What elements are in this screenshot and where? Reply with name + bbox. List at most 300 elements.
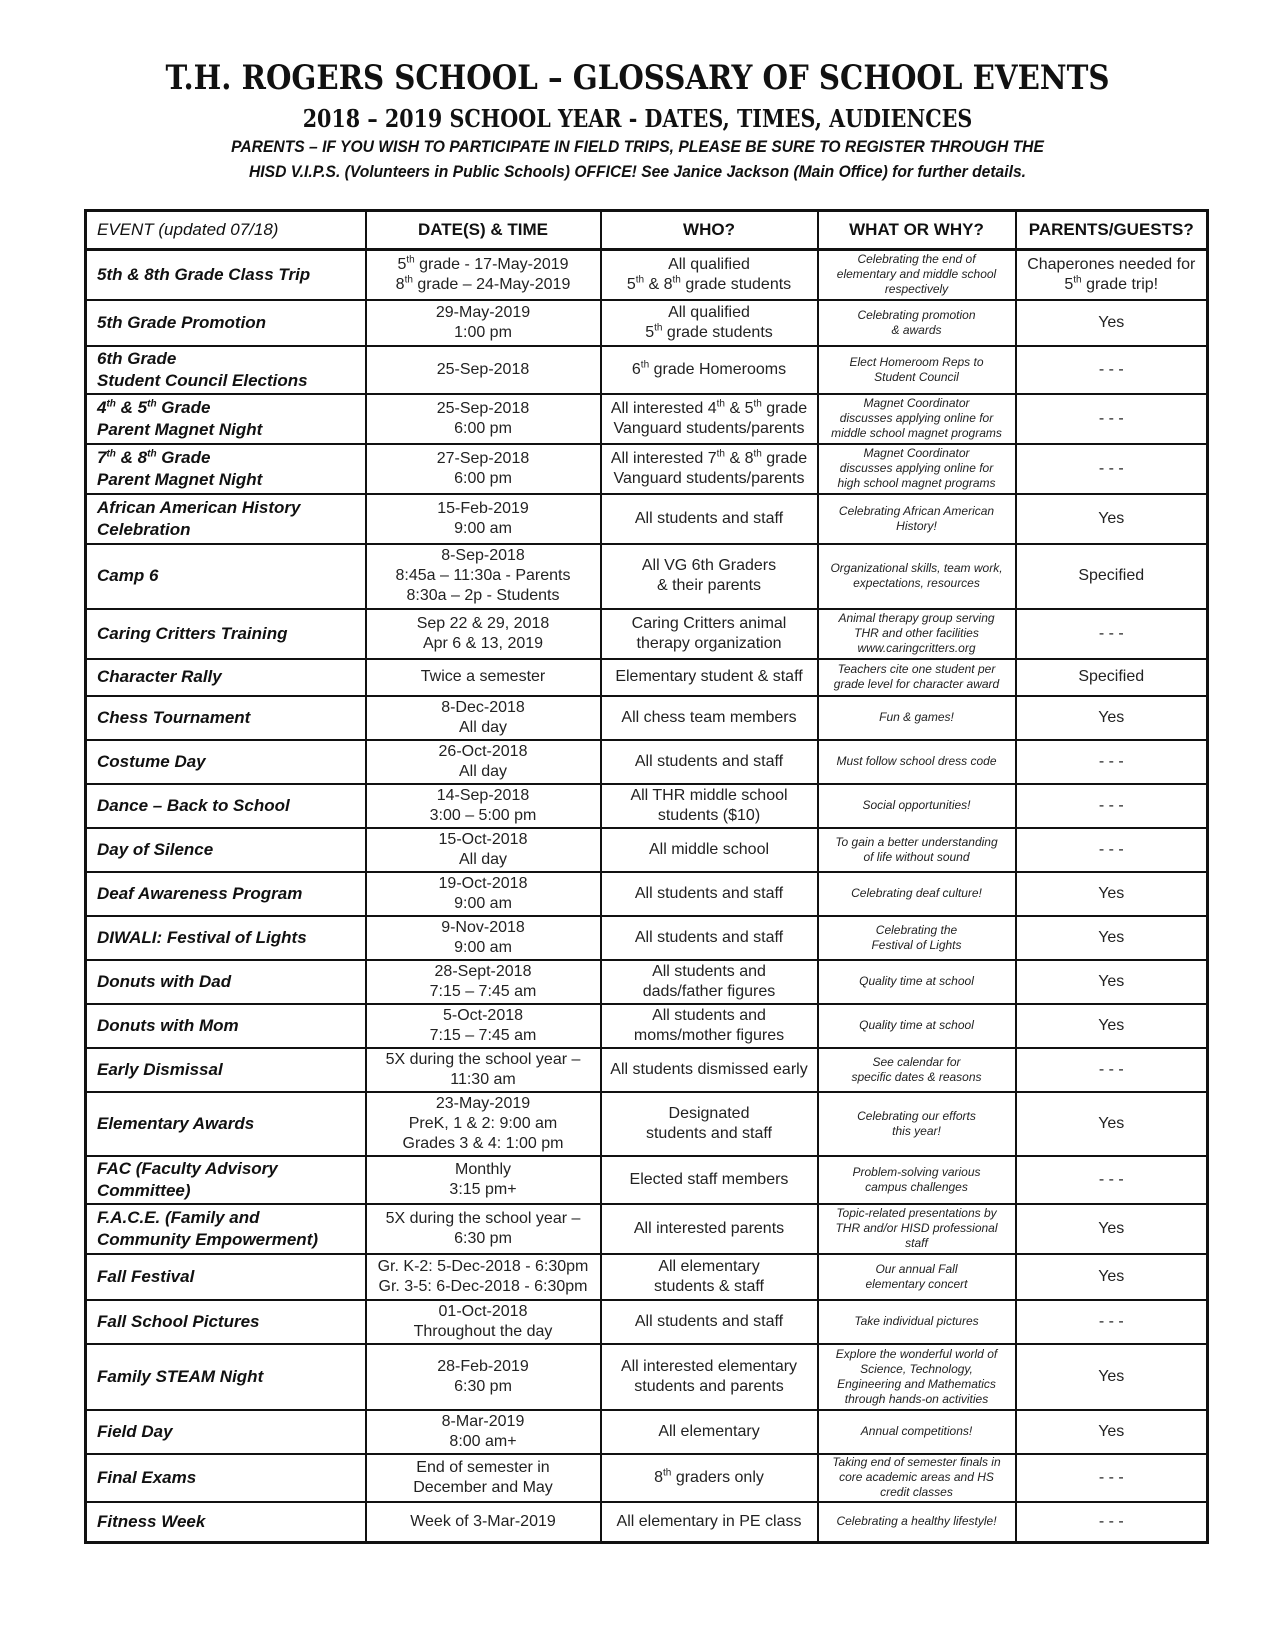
cell-line: grade level for character award [833,677,1000,691]
cell-line: 5th grade students [645,322,773,341]
cell-line: Celebrating promotion [857,307,976,322]
cell-line: All qualified [668,303,750,321]
cell-line: 28-Sept-2018 [434,962,532,980]
cell-line: See calendar for [872,1054,961,1069]
cell-line: Science, Technology, [860,1361,973,1376]
cell-line: - - - [1098,1512,1124,1530]
cell-line: 19-Oct-2018 [438,874,528,892]
cell-line: Quality time at school [859,974,974,988]
cell-line: 9-Nov-2018 [441,918,525,936]
table-row [86,494,1208,544]
cell-line: All elementary [658,1257,760,1275]
event-parents-guests [1016,1502,1208,1543]
event-parents-guests [1016,544,1208,609]
cell-line: staff [905,1236,928,1250]
event-audience [601,696,818,740]
table-row [86,444,1208,494]
cell-line: All day [458,850,508,868]
cell-line: All students and staff [634,884,784,902]
cell-line: All day [458,718,508,736]
event-date-time [366,300,601,346]
event-parents-guests [1016,696,1208,740]
cell-line: Take individual pictures [854,1314,979,1328]
event-parents-guests [1016,659,1208,696]
cell-line: students ($10) [657,806,761,824]
event-parents-guests [1016,346,1208,394]
cell-line: Chaperones needed for [1027,255,1196,273]
event-date-time [366,609,601,659]
cell-line: Organizational skills, team work, [830,561,1003,575]
cell-line: Yes [1098,1422,1125,1440]
cell-line: Celebration [97,519,191,539]
event-name [86,1004,366,1048]
event-audience [601,872,818,916]
event-date-time [366,1410,601,1454]
cell-line: - - - [1098,1170,1124,1188]
cell-line: Chess Tournament [97,707,251,727]
cell-line: All THR middle school [630,786,788,804]
event-name [86,1344,366,1410]
cell-line: Animal therapy group serving [838,611,995,625]
cell-line: Caring Critters animal [631,614,787,632]
cell-line: Student Council Elections [97,370,308,390]
event-parents-guests [1016,1454,1208,1502]
cell-line: 15-Oct-2018 [438,830,528,848]
cell-line: 7:15 – 7:45 am [429,982,537,1000]
event-audience [601,1254,818,1300]
cell-line: 29-May-2019 [435,303,531,321]
table-row [86,960,1208,1004]
cell-line: Specified [1078,668,1145,685]
event-parents-guests [1016,1254,1208,1300]
cell-line: Yes [1098,928,1125,946]
event-parents-guests [1016,1410,1208,1454]
cell-line: elementary and middle school [836,267,997,282]
event-name [86,1254,366,1300]
table-row [86,1004,1208,1048]
event-date-time [366,544,601,609]
cell-line: respectively [884,282,949,297]
cell-line: 4th & 5th Grade [97,397,211,417]
event-date-time [366,250,601,300]
cell-line: specific dates & reasons [851,1069,982,1084]
cell-line: Gr. 3-5: 6-Dec-2018 - 6:30pm [378,1277,588,1295]
table-row [86,346,1208,394]
table-row [86,609,1208,659]
cell-line: discusses applying online for [839,461,994,475]
event-audience [601,394,818,444]
cell-line: All elementary in PE class [616,1512,802,1530]
cell-line: 8-Dec-2018 [441,698,525,716]
cell-line: Sep 22 & 29, 2018 [416,614,550,632]
cell-line: Apr 6 & 13, 2019 [422,634,544,652]
event-name [86,1300,366,1344]
event-date-time [366,494,601,544]
cell-line: Yes [1098,1114,1125,1132]
table-row [86,394,1208,444]
cell-line: 6th Grade [97,348,177,368]
event-name [86,784,366,828]
cell-line: of life without sound [863,849,970,864]
cell-line: All students and [652,962,766,980]
cell-line: All interested elementary [620,1357,798,1375]
cell-line: All students dismissed early [610,1060,808,1078]
cell-line: high school magnet programs [837,476,996,490]
cell-line: Vanguard students/parents [613,419,805,437]
cell-line: - - - [1098,1468,1124,1486]
column-header-what-or-why: WHAT OR WHY? [818,211,1016,250]
cell-line: Monthly [454,1160,512,1178]
cell-line: 5th & 8th Grade Class Trip [97,264,311,284]
cell-line: Celebrating a healthy lifestyle! [836,1514,997,1529]
cell-line: Grades 3 & 4: 1:00 pm [402,1134,564,1152]
event-parents-guests [1016,300,1208,346]
cell-line: 25-Sep-2018 [436,360,530,378]
event-purpose [818,544,1016,609]
event-purpose [818,250,1016,300]
cell-line: THR and/or HISD professional [835,1221,998,1235]
event-name [86,1204,366,1254]
event-purpose [818,394,1016,444]
event-parents-guests [1016,494,1208,544]
cell-line: Problem-solving various [852,1164,981,1179]
cell-line: through hands-on activities [844,1391,989,1406]
cell-line: Twice a semester [420,668,546,685]
cell-line: 6:00 pm [454,469,512,487]
event-purpose [818,300,1016,346]
cell-line: All qualified [668,255,750,273]
event-audience [601,916,818,960]
cell-line: students and parents [634,1377,784,1395]
cell-line: Elected staff members [629,1170,789,1188]
cell-line: Celebrating the [875,922,958,937]
cell-line: All students and staff [634,752,784,770]
event-date-time [366,1004,601,1048]
event-audience [601,1004,818,1048]
cell-line: Explore the wonderful world of [835,1346,998,1361]
cell-line: 6:00 pm [454,419,512,437]
cell-line: DIWALI: Festival of Lights [97,927,307,947]
event-purpose [818,960,1016,1004]
event-parents-guests [1016,1300,1208,1344]
event-name [86,916,366,960]
event-audience [601,1204,818,1254]
table-row [86,1092,1208,1156]
cell-line: Yes [1098,972,1125,990]
event-parents-guests [1016,872,1208,916]
cell-line: Vanguard students/parents [613,469,805,487]
cell-line: Deaf Awareness Program [97,883,303,903]
cell-line: moms/mother figures [633,1026,785,1044]
cell-line: & their parents [656,577,762,594]
event-purpose [818,872,1016,916]
event-audience [601,828,818,872]
event-purpose [818,346,1016,394]
cell-line: Celebrating deaf culture! [851,886,982,900]
event-parents-guests [1016,1204,1208,1254]
table-row [86,1454,1208,1502]
cell-line: Early Dismissal [97,1059,223,1079]
cell-line: Community Empowerment) [97,1229,319,1249]
event-purpose [818,1092,1016,1156]
event-purpose [818,1300,1016,1344]
event-name [86,346,366,394]
table-row [86,1410,1208,1454]
cell-line: 6:30 pm [454,1229,512,1247]
event-parents-guests [1016,1344,1208,1410]
cell-line: 23-May-2019 [435,1094,531,1112]
cell-line: Dance – Back to School [97,795,290,815]
cell-line: - - - [1098,840,1124,858]
event-parents-guests [1016,1092,1208,1156]
event-audience [601,250,818,300]
event-audience [601,1048,818,1092]
cell-line: Committee) [97,1180,191,1200]
event-name [86,494,366,544]
event-date-time [366,1254,601,1300]
cell-line: 5th & 8th grade students [626,274,792,293]
cell-line: 7:15 – 7:45 am [429,1026,537,1044]
event-purpose [818,916,1016,960]
table-row [86,1502,1208,1543]
event-date-time [366,872,601,916]
cell-line: 1:00 pm [454,323,512,341]
cell-line: All middle school [648,840,770,858]
event-purpose [818,1048,1016,1092]
event-purpose [818,740,1016,784]
event-parents-guests [1016,784,1208,828]
cell-line: Family STEAM Night [97,1366,264,1386]
event-purpose [818,444,1016,494]
cell-line: All interested 7th & 8th grade [610,448,808,467]
event-parents-guests [1016,960,1208,1004]
cell-line: dads/father figures [642,982,776,1000]
cell-line: African American History [97,497,301,517]
cell-line: - - - [1098,624,1124,642]
column-header-event: EVENT (updated 07/18) [86,211,366,250]
cell-line: Engineering and Mathematics [837,1376,996,1391]
cell-line: All interested parents [633,1219,785,1237]
event-name [86,740,366,784]
cell-line: & awards [891,322,942,337]
event-date-time [366,1344,601,1410]
event-name [86,1156,366,1204]
event-audience [601,494,818,544]
cell-line: All interested 4th & 5th grade [610,398,808,417]
cell-line: 01-Oct-2018 [438,1302,528,1320]
event-parents-guests [1016,250,1208,300]
cell-line: FAC (Faculty Advisory [97,1158,278,1178]
cell-line: All chess team members [621,708,797,726]
cell-line: 8:45a – 11:30a - Parents [395,567,571,584]
cell-line: THR and other facilities [854,626,979,640]
event-date-time [366,1300,601,1344]
cell-line: Student Council [874,369,959,384]
events-table [84,209,1209,1544]
cell-line: Final Exams [97,1467,197,1487]
cell-line: 14-Sep-2018 [436,786,530,804]
cell-line: Caring Critters Training [97,623,288,643]
event-parents-guests [1016,609,1208,659]
event-parents-guests [1016,828,1208,872]
cell-line: Camp 6 [97,566,159,585]
cell-line: Designated [668,1104,750,1122]
event-purpose [818,784,1016,828]
event-name [86,609,366,659]
event-date-time [366,828,601,872]
cell-line: Our annual Fall [875,1261,958,1276]
cell-line: Week of 3-Mar-2019 [410,1512,556,1530]
cell-line: Must follow school dress code [836,754,997,768]
cell-line: Yes [1098,1219,1125,1237]
cell-line: 5th grade - 17-May-2019 [397,254,569,273]
cell-line: Yes [1098,509,1125,527]
event-audience [601,1092,818,1156]
event-audience [601,544,818,609]
field-trip-notice-line-2: HISD V.I.P.S. (Volunteers in Public Schools) OFFICE! See Janice Jackson (Main Office) for further details. [249,162,1026,181]
cell-line: PreK, 1 & 2: 9:00 am [408,1114,558,1132]
event-date-time [366,960,601,1004]
cell-line: - - - [1098,360,1124,378]
cell-line: 6th grade Homerooms [631,359,787,378]
cell-line: 3:00 – 5:00 pm [429,806,537,824]
cell-line: 6:30 pm [454,1377,512,1395]
cell-line: Festival of Lights [871,937,962,952]
cell-line: 3:15 pm+ [449,1180,517,1198]
event-audience [601,659,818,696]
cell-line: Day of Silence [97,839,214,859]
cell-line: Fall Festival [97,1266,195,1286]
event-purpose [818,659,1016,696]
event-date-time [366,784,601,828]
event-audience [601,1410,818,1454]
cell-line: Throughout the day [413,1322,553,1340]
event-purpose [818,494,1016,544]
cell-line: 9:00 am [454,519,512,537]
event-audience [601,444,818,494]
cell-line: Donuts with Mom [97,1015,239,1035]
cell-line: 8-Sep-2018 [441,547,525,564]
cell-line: 7th & 8th Grade [97,447,211,467]
cell-line: campus challenges [865,1179,968,1194]
event-date-time [366,1502,601,1543]
event-date-time [366,1454,601,1502]
cell-line: 11:30 am [450,1070,516,1088]
event-purpose [818,1410,1016,1454]
cell-line: Teachers cite one student per [837,662,996,676]
table-row [86,1300,1208,1344]
cell-line: 8-Mar-2019 [441,1412,525,1430]
event-purpose [818,1454,1016,1502]
cell-line: 5-Oct-2018 [442,1006,524,1024]
cell-line: To gain a better understanding [835,834,998,849]
event-name [86,1454,366,1502]
cell-line: - - - [1098,1312,1124,1330]
cell-line: Magnet Coordinator [863,446,970,460]
cell-line: Elect Homeroom Reps to [849,354,984,369]
column-header-date-time: DATE(S) & TIME [366,211,601,250]
cell-line: Topic-related presentations by [836,1206,997,1220]
cell-line: Specified [1078,567,1145,584]
table-row [86,1204,1208,1254]
table-row [86,1254,1208,1300]
event-date-time [366,346,601,394]
cell-line: Celebrating the end of [857,252,976,267]
event-audience [601,346,818,394]
cell-line: Elementary student & staff [615,668,803,685]
cell-line: All students and staff [634,1312,784,1330]
column-header-who: WHO? [601,211,818,250]
cell-line: Yes [1098,1367,1125,1385]
event-date-time [366,659,601,696]
cell-line: 27-Sep-2018 [436,449,530,467]
document-title: T.H. ROGERS SCHOOL – GLOSSARY OF SCHOOL EVENTS [165,58,1110,98]
table-row [86,872,1208,916]
event-purpose [818,1502,1016,1543]
event-date-time [366,696,601,740]
event-name [86,828,366,872]
table-row [86,659,1208,696]
event-name [86,1048,366,1092]
cell-line: students and staff [645,1124,772,1142]
cell-line: Celebrating our efforts [857,1108,976,1123]
cell-line: Celebrating African American [838,503,995,518]
cell-line: All students and [652,1006,766,1024]
event-purpose [818,1156,1016,1204]
table-row [86,828,1208,872]
event-name [86,1502,366,1543]
event-parents-guests [1016,1004,1208,1048]
cell-line: Gr. K-2: 5-Dec-2018 - 6:30pm [377,1257,589,1275]
table-row [86,1156,1208,1204]
table-row [86,1048,1208,1092]
cell-line: All elementary [658,1422,760,1440]
cell-line: 8th graders only [654,1467,764,1486]
cell-line: this year! [892,1123,941,1138]
cell-line: Yes [1098,884,1125,902]
cell-line: Fitness Week [97,1511,206,1531]
cell-line: 8th grade – 24-May-2019 [395,274,571,293]
event-audience [601,300,818,346]
cell-line: elementary concert [865,1276,968,1291]
cell-line: 5X during the school year – [385,1050,581,1068]
cell-line: 9:00 am [454,938,512,956]
event-name [86,250,366,300]
cell-line: Fall School Pictures [97,1311,260,1331]
table-row [86,1344,1208,1410]
event-purpose [818,609,1016,659]
field-trip-notice-line-1: PARENTS – IF YOU WISH TO PARTICIPATE IN FIELD TRIPS, PLEASE BE SURE TO REGISTER THROUGH THE [231,137,1044,156]
event-parents-guests [1016,444,1208,494]
event-name [86,444,366,494]
cell-line: Taking end of semester finals in [832,1455,1001,1469]
event-audience [601,1454,818,1502]
cell-line: Yes [1098,1267,1125,1285]
cell-line: Yes [1098,708,1125,726]
event-purpose [818,1254,1016,1300]
cell-line: 9:00 am [454,894,512,912]
cell-line: All students and staff [634,928,784,946]
cell-line: 5th Grade Promotion [97,312,267,332]
event-audience [601,1344,818,1410]
cell-line: F.A.C.E. (Family and [97,1207,260,1227]
cell-line: Fun & games! [879,710,954,724]
cell-line: www.caringcritters.org [857,641,976,655]
cell-line: All day [458,762,508,780]
event-name [86,960,366,1004]
event-parents-guests [1016,740,1208,784]
event-purpose [818,1004,1016,1048]
